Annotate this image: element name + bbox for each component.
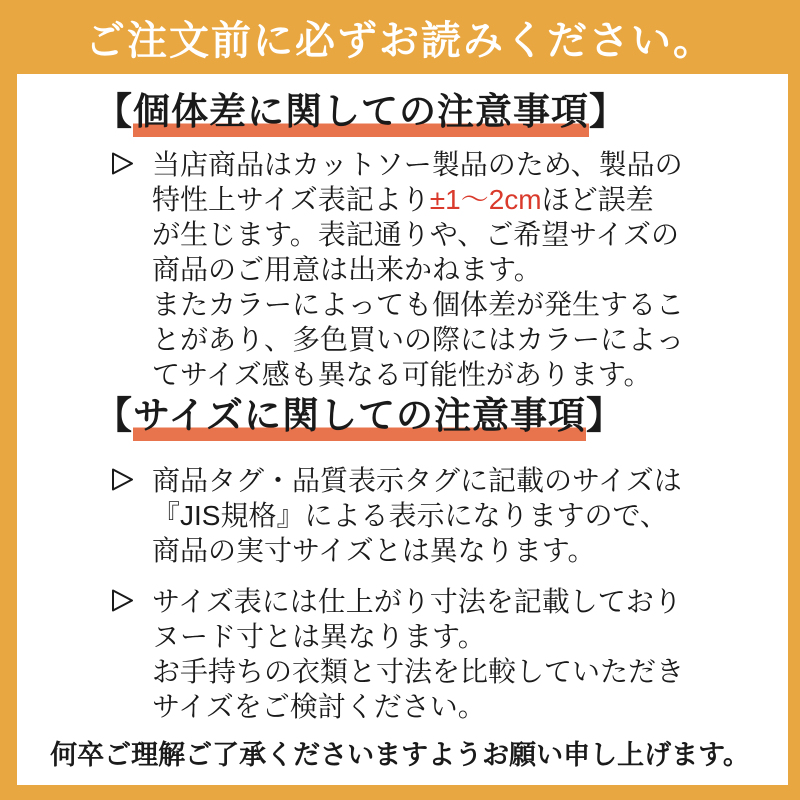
- notice-line: またカラーによっても個体差が発生するこ: [152, 289, 685, 320]
- tolerance-highlight: ±1〜2cm: [429, 184, 542, 215]
- notice-line: サイズ表には仕上がり寸法を記載しており: [152, 586, 682, 617]
- tolerance-line-pre: 特性上サイズ表記より: [152, 184, 430, 215]
- notice-bullet: [110, 584, 684, 724]
- footer-text: 何卒ご理解ご了承くださいますようお願い申し上げます。: [50, 740, 750, 770]
- bracket-open: 【: [95, 91, 133, 132]
- bullet-text: [152, 463, 682, 568]
- notice-line: [152, 182, 684, 217]
- bullet-text: [152, 584, 684, 724]
- section-heading-individual-differences: [95, 92, 627, 137]
- triangle-bullet-icon: [110, 588, 135, 618]
- notice-line: 商品タグ・品質表示タグに記載のサイズは: [152, 465, 682, 496]
- notice-line: ヌード寸とは異なります。: [152, 621, 486, 652]
- notice-line: が生じます。表記通りや、ご希望サイズの: [152, 219, 679, 250]
- notice-bullet: [110, 463, 682, 568]
- notice-line: 商品のご用意は出来かねます。: [152, 254, 542, 285]
- notice-line: 商品の実寸サイズとは異なります。: [152, 535, 596, 566]
- notice-line: サイズをご検討ください。: [152, 691, 486, 722]
- notice-line: 『JIS規格』による表示になりますので、: [152, 500, 668, 531]
- bracket-close: 】: [586, 395, 625, 436]
- section-heading-size: [95, 396, 624, 441]
- section-heading-text: サイズに関しての注意事項: [133, 396, 586, 441]
- section-heading-text: 個体差に関しての注意事項: [133, 92, 589, 137]
- triangle-bullet-icon: [110, 467, 135, 497]
- bullet-text: [152, 147, 684, 392]
- notice-line: とがあり、多色買いの際にはカラーによっ: [152, 324, 685, 355]
- tolerance-line-post: ほど誤差: [541, 184, 654, 215]
- notice-line: 当店商品はカットソー製品のため、製品の: [152, 149, 683, 180]
- page-title: ご注文前に必ずお読みください。: [85, 18, 715, 63]
- triangle-bullet-icon: [110, 151, 135, 181]
- notice-line: てサイズ感も異なる可能性があります。: [152, 359, 652, 390]
- notice-bullet: [110, 147, 684, 392]
- bracket-open: 【: [95, 395, 133, 436]
- bracket-close: 】: [589, 91, 627, 132]
- notice-line: お手持ちの衣類と寸法を比較していただき: [152, 656, 685, 687]
